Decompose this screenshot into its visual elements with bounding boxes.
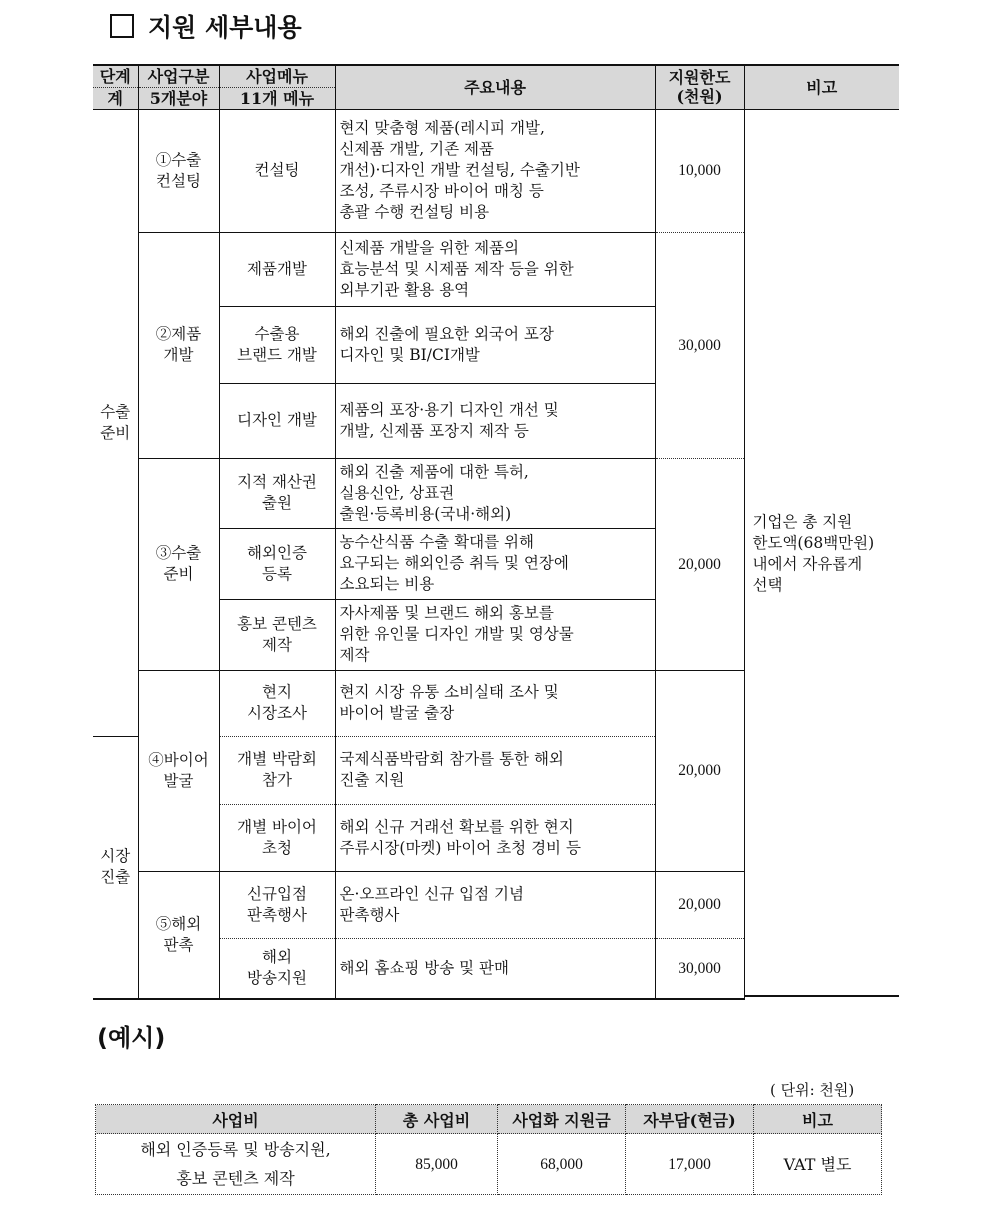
limit-cell: 10,000 (655, 109, 744, 232)
category-cell: ③수출 준비 (138, 458, 219, 670)
category-cell: ⑤해외 판촉 (138, 871, 219, 999)
content-cell: 온·오프라인 신규 입점 기념 판촉행사 (335, 871, 655, 938)
example-data-row (96, 1134, 882, 1195)
content-cell: 현지 맞춤형 제품(레시피 개발, 신제품 개발, 기존 제품 개선)·디자인 개발 컨설팅, 수출기반 조성, 주류시장 바이어 매칭 등 총괄 수행 컨설팅 비용 (335, 109, 655, 232)
example-table (95, 1104, 882, 1195)
menu-cell: 디자인 개발 (219, 383, 335, 458)
limit-cell: 20,000 (655, 871, 744, 938)
example-title: (예시) (97, 1024, 166, 1052)
unit-label: ( 단위: 천원) (770, 1081, 855, 1099)
stage-cell: 시장 진출 (93, 736, 138, 999)
stage-cell: 수출 준비 (93, 109, 138, 736)
header-menu-2: 11개 메뉴 (219, 87, 335, 109)
checkbox-square-icon (110, 14, 134, 38)
example-header: 사업화 지원금 (498, 1105, 626, 1134)
limit-cell: 30,000 (655, 232, 744, 458)
example-header: 자부담(현금) (626, 1105, 754, 1134)
category-cell: ④바이어 발굴 (138, 670, 219, 871)
menu-cell: 현지 시장조사 (219, 670, 335, 736)
example-cell-grant: 68,000 (498, 1134, 626, 1195)
header-note: 비고 (744, 65, 899, 109)
header-category-2: 5개분야 (138, 87, 219, 109)
example-cell-self: 17,000 (626, 1134, 754, 1195)
example-cell-total: 85,000 (376, 1134, 498, 1195)
menu-cell: 홍보 콘텐츠 제작 (219, 599, 335, 670)
header-limit-line1: 지원한도 (668, 68, 731, 88)
header-menu: 사업메뉴 (219, 65, 335, 87)
header-stage: 단계 (93, 65, 138, 87)
category-cell: ②제품 개발 (138, 232, 219, 458)
content-cell: 국제식품박람회 참가를 통한 해외 진출 지원 (335, 736, 655, 804)
content-cell: 해외 진출 제품에 대한 특허, 실용신안, 상표권 출원·등록비용(국내·해외) (335, 458, 655, 528)
example-header: 비고 (754, 1105, 882, 1134)
limit-cell: 20,000 (655, 458, 744, 670)
category-cell: ①수출 컨설팅 (138, 109, 219, 232)
menu-cell: 지적 재산권 출원 (219, 458, 335, 528)
content-cell: 농수산식품 수출 확대를 위해 요구되는 해외인증 취득 및 연장에 소요되는 비용 (335, 528, 655, 599)
support-details-table (93, 64, 899, 1000)
header-limit (655, 65, 744, 109)
content-cell: 제품의 포장·용기 디자인 개선 및 개발, 신제품 포장지 제작 등 (335, 383, 655, 458)
header-category: 사업구분 (138, 65, 219, 87)
example-header: 총 사업비 (376, 1105, 498, 1134)
menu-cell: 제품개발 (219, 232, 335, 306)
header-limit-line2: (천원) (676, 87, 723, 107)
limit-cell: 20,000 (655, 670, 744, 871)
content-cell: 자사제품 및 브랜드 해외 홍보를 위한 유인물 디자인 개발 및 영상물 제작 (335, 599, 655, 670)
table-row (93, 109, 899, 232)
menu-cell: 개별 바이어 초청 (219, 804, 335, 871)
content-cell: 해외 진출에 필요한 외국어 포장 디자인 및 BI/CI개발 (335, 306, 655, 383)
example-header-row (96, 1105, 882, 1134)
header-row-1 (93, 65, 899, 87)
note-cell: 기업은 총 지원 한도액(68백만원) 내에서 자유롭게 선택 (752, 513, 875, 595)
content-cell: 현지 시장 유통 소비실태 조사 및 바이어 발굴 출장 (335, 670, 655, 736)
limit-cell: 30,000 (655, 938, 744, 999)
header-stage-2: 계 (93, 87, 138, 109)
page-title-text: 지원 세부내용 (148, 13, 302, 42)
menu-cell: 해외 방송지원 (219, 938, 335, 999)
example-header: 사업비 (96, 1105, 376, 1134)
menu-cell: 신규입점 판촉행사 (219, 871, 335, 938)
menu-cell: 컨설팅 (219, 109, 335, 232)
example-cell-note: VAT 별도 (754, 1134, 882, 1195)
content-cell: 해외 신규 거래선 확보를 위한 현지 주류시장(마켓) 바이어 초청 경비 등 (335, 804, 655, 871)
header-content: 주요내용 (335, 65, 655, 109)
menu-cell: 해외인증 등록 (219, 528, 335, 599)
content-cell: 해외 홈쇼핑 방송 및 판매 (335, 938, 655, 999)
menu-cell: 수출용 브랜드 개발 (219, 306, 335, 383)
content-cell: 신제품 개발을 위한 제품의 효능분석 및 시제품 제작 등을 위한 외부기관 활용 용역 (335, 232, 655, 306)
note-bottom-border (745, 995, 899, 997)
page-title (110, 8, 302, 44)
menu-cell: 개별 박람회 참가 (219, 736, 335, 804)
example-cell-project: 해외 인증등록 및 방송지원, 홍보 콘텐츠 제작 (96, 1134, 376, 1195)
